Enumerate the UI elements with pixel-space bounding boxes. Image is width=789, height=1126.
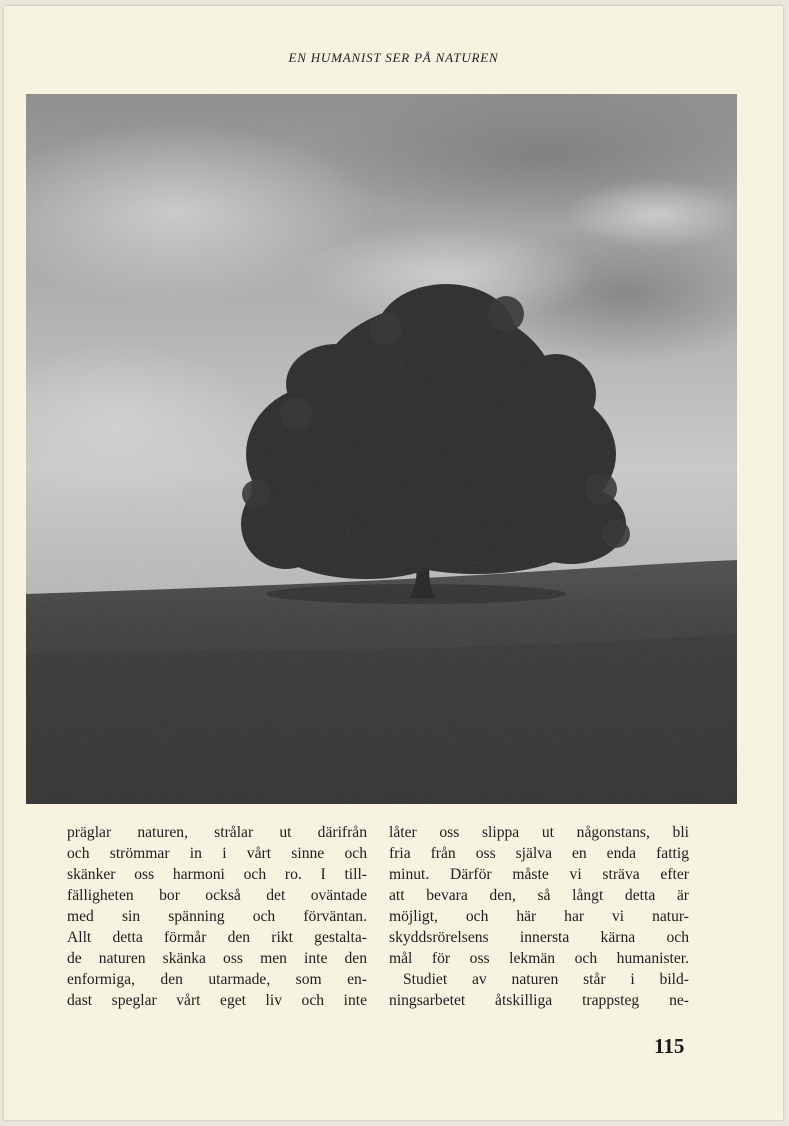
text-line: Studiet av naturen står i bild- <box>403 971 689 988</box>
text-line: minut. Därför måste vi sträva efter <box>389 866 689 883</box>
text-line: möjligt, och här har vi natur- <box>389 908 689 925</box>
text-line: präglar naturen, strålar ut därifrån <box>67 824 367 841</box>
text-line: dast speglar vårt eget liv och inte <box>67 992 367 1009</box>
text-column-right <box>389 822 689 1011</box>
text-line: med sin spänning och förväntan. <box>67 908 367 925</box>
page-number: 115 <box>654 1034 685 1058</box>
text-line: de naturen skänka oss men inte den <box>67 950 367 967</box>
text-column-left <box>67 822 367 1011</box>
text-line: skyddsrörelsens innersta kärna och <box>389 929 689 946</box>
text-line: låter oss slippa ut någonstans, bli <box>389 824 689 841</box>
text-line: ningsarbetet åtskilliga trappsteg ne- <box>389 992 689 1009</box>
text-line: att bevara den, så långt detta är <box>389 887 689 904</box>
text-line: enformiga, den utarmade, som en- <box>67 971 367 988</box>
text-line: mål för oss lekmän och humanister. <box>389 950 689 967</box>
text-line: och strömmar in i vårt sinne och <box>67 845 367 862</box>
text-line: Allt detta förmår den rikt gestalta- <box>67 929 367 946</box>
book-page <box>4 6 783 1120</box>
solitary-tree-photo <box>26 94 737 804</box>
text-line: skänker oss harmoni och ro. I till- <box>67 866 367 883</box>
running-head: EN HUMANIST SER PÅ NATUREN <box>288 50 499 65</box>
text-line: fälligheten bor också det oväntade <box>67 887 367 904</box>
text-line: fria från oss själva en enda fattig <box>389 845 689 862</box>
